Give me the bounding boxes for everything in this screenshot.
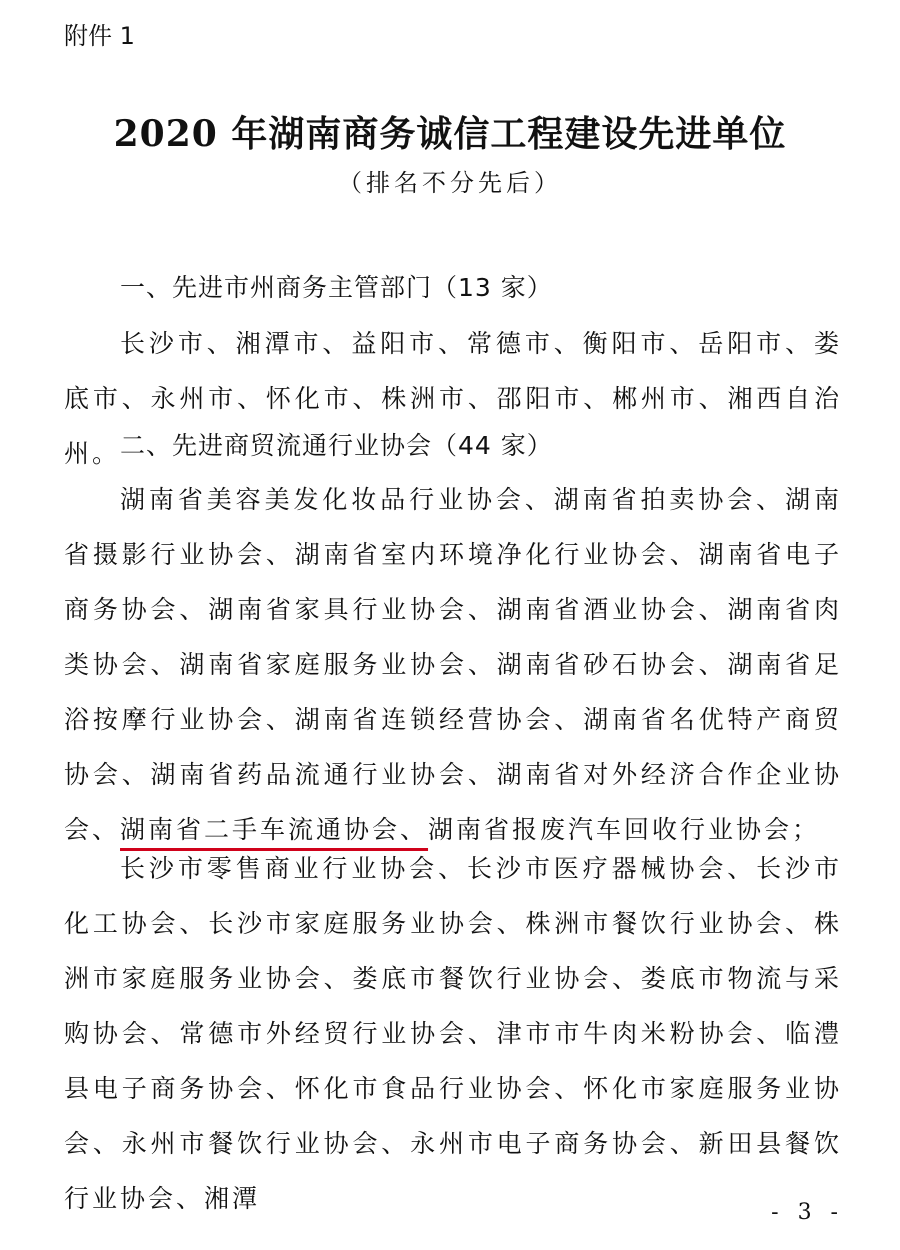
paragraph-text-before-highlight: 湖南省美容美发化妆品行业协会、湖南省拍卖协会、湖南省摄影行业协会、湖南省室内环境净化行业协会、湖南省电子商务协会、湖南省家具行业协会、湖南省酒业协会、湖南省肉类协会、湖南省家庭服务业协会、湖南省砂石协会、湖南省足浴按摩行业协会、湖南省连锁经营协会、湖南省名优特产商贸协会、湖南省药品流通行业协会、湖南省对外经济合作企业协会、 bbox=[64, 485, 842, 844]
page-number: - 3 - bbox=[771, 1200, 844, 1225]
section-heading-2: 二、先进商贸流通行业协会（44 家） bbox=[120, 431, 553, 460]
section-paragraph-3: 长沙市零售商业行业协会、长沙市医疗器械协会、长沙市化工协会、长沙市家庭服务业协会、株洲市餐饮行业协会、株洲市家庭服务业协会、娄底市餐饮行业协会、娄底市物流与采购协会、常德市外经贸行业协会、津市市牛肉米粉协会、临澧县电子商务协会、怀化市食品行业协会、怀化市家庭服务业协会、永州市餐饮行业协会、永州市电子商务协会、新田县餐饮行业协会、湘潭 bbox=[64, 854, 842, 1213]
section-paragraph-1: 长沙市、湘潭市、益阳市、常德市、衡阳市、岳阳市、娄底市、永州市、怀化市、株洲市、邵阳市、郴州市、湘西自治州。 bbox=[64, 329, 842, 468]
paragraph-text-after-highlight: 湖南省报废汽车回收行业协会； bbox=[428, 815, 821, 844]
section-heading-1: 一、先进市州商务主管部门（13 家） bbox=[120, 273, 553, 302]
highlighted-association-name: 湖南省二手车流通协会、 bbox=[120, 815, 429, 844]
attachment-label: 附件 1 bbox=[64, 22, 135, 50]
document-title: 2020 年湖南商务诚信工程建设先进单位 bbox=[113, 113, 787, 155]
document-subtitle: （排名不分先后） bbox=[338, 169, 562, 197]
section-paragraph-2 bbox=[64, 472, 842, 857]
